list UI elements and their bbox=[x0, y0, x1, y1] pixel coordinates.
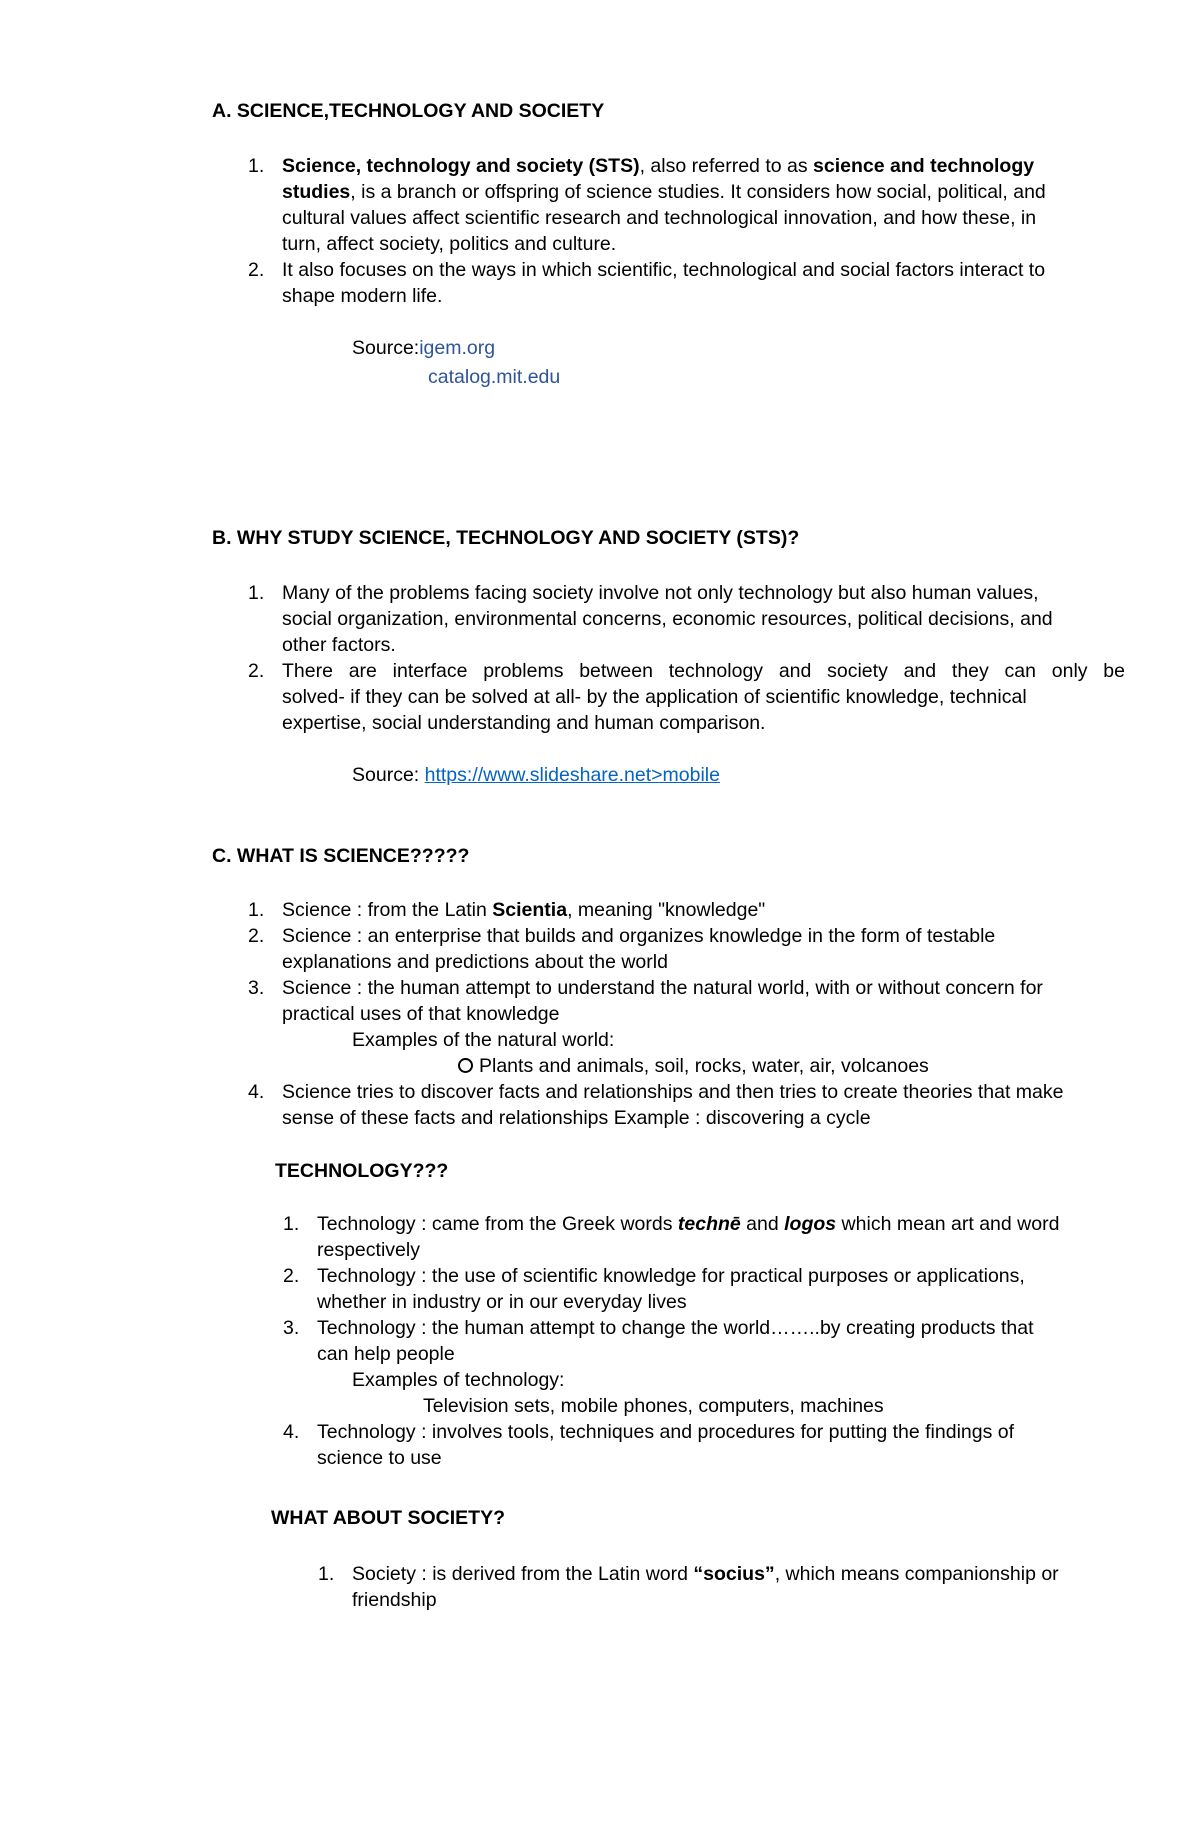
technology-item-4-line-1: Technology : involves tools, techniques and procedures for putting the findings of bbox=[317, 1421, 1015, 1443]
section-c-item-4-line-1: Science tries to discover facts and relationships and then tries to create theories that make bbox=[282, 1081, 1064, 1103]
section-a-item-1-line-4: turn, affect society, politics and culture. bbox=[282, 233, 617, 255]
section-b-item-2-number: 2. bbox=[248, 660, 265, 682]
technology-item-4-line-2: science to use bbox=[317, 1447, 442, 1469]
section-b-item-2-line-1: There are interface problems between technology and society and they can only be bbox=[282, 660, 1125, 682]
society-item-1-number: 1. bbox=[318, 1563, 335, 1585]
text-fragment: and bbox=[740, 1213, 785, 1235]
technology-item-4-number: 4. bbox=[283, 1421, 300, 1443]
term-techne: technē bbox=[677, 1213, 741, 1235]
section-c-item-4-line-2: sense of these facts and relationships Example : discovering a cycle bbox=[282, 1107, 871, 1129]
section-c-item-2-number: 2. bbox=[248, 925, 265, 947]
text-fragment: , is a branch or offspring of science studies. It considers how social, political, and bbox=[350, 181, 1046, 203]
section-a-item-1-number: 1. bbox=[248, 155, 265, 177]
term-studies: studies bbox=[282, 181, 351, 203]
text-fragment: Society : is derived from the Latin word bbox=[352, 1563, 694, 1585]
technology-item-1-line-2: respectively bbox=[317, 1239, 420, 1261]
text-fragment: Technology : came from the Greek words bbox=[317, 1213, 678, 1235]
source-label: Source: bbox=[352, 764, 425, 786]
text-fragment: , which means companionship or bbox=[774, 1563, 1059, 1585]
technology-item-2-line-1: Technology : the use of scientific knowledge for practical purposes or applications, bbox=[317, 1265, 1025, 1287]
technology-item-1-number: 1. bbox=[283, 1213, 300, 1235]
circle-bullet-icon bbox=[458, 1058, 473, 1073]
term-science-and-technology: science and technology bbox=[813, 155, 1035, 177]
term-socius: “socius” bbox=[693, 1563, 775, 1585]
technology-examples-label: Examples of technology: bbox=[352, 1369, 565, 1391]
source-igem: igem.org bbox=[419, 337, 496, 359]
section-a-item-2-line-2: shape modern life. bbox=[282, 285, 443, 307]
section-c-item-3-number: 3. bbox=[248, 977, 265, 999]
section-c-item-2-line-2: explanations and predictions about the world bbox=[282, 951, 668, 973]
section-b-item-1-line-3: other factors. bbox=[282, 634, 396, 656]
text-fragment: , also referred to as bbox=[639, 155, 814, 177]
society-item-1-line-2: friendship bbox=[352, 1589, 437, 1611]
technology-item-2-line-2: whether in industry or in our everyday lives bbox=[317, 1291, 687, 1313]
natural-world-examples bbox=[458, 1053, 929, 1079]
technology-title: TECHNOLOGY??? bbox=[275, 1160, 449, 1182]
section-c-item-3-line-2: practical uses of that knowledge bbox=[282, 1003, 560, 1025]
term-logos: logos bbox=[784, 1213, 837, 1235]
technology-item-3-line-1: Technology : the human attempt to change the world……..by creating products that bbox=[317, 1317, 1034, 1339]
section-b-source bbox=[352, 762, 720, 788]
section-b-item-2-line-3: expertise, social understanding and human comparison. bbox=[282, 712, 766, 734]
technology-item-3-number: 3. bbox=[283, 1317, 300, 1339]
section-a-item-2-number: 2. bbox=[248, 259, 265, 281]
source-slideshare-link[interactable]: https://www.slideshare.net>mobile bbox=[424, 764, 720, 786]
section-c-item-4-number: 4. bbox=[248, 1081, 265, 1103]
technology-examples: Television sets, mobile phones, computers, machines bbox=[423, 1395, 884, 1417]
society-item-1-line-1 bbox=[352, 1561, 1059, 1587]
examples-text: Plants and animals, soil, rocks, water, air, volcanoes bbox=[479, 1055, 929, 1077]
section-b-item-2-line-2: solved- if they can be solved at all- by the application of scientific knowledge, technical bbox=[282, 686, 1027, 708]
section-a-source bbox=[352, 335, 495, 361]
section-b-title: B. WHY STUDY SCIENCE, TECHNOLOGY AND SOCIETY (STS)? bbox=[212, 527, 800, 549]
section-c-item-1-number: 1. bbox=[248, 899, 265, 921]
section-b-item-1-number: 1. bbox=[248, 582, 265, 604]
technology-item-1-line-1 bbox=[317, 1211, 1059, 1237]
society-title: WHAT ABOUT SOCIETY? bbox=[271, 1507, 505, 1529]
section-b-item-1-line-2: social organization, environmental concerns, economic resources, political decisions, and bbox=[282, 608, 1053, 630]
section-c-item-1-line-1 bbox=[282, 897, 765, 923]
section-b-item-1-line-1: Many of the problems facing society involve not only technology but also human values, bbox=[282, 582, 1039, 604]
term-scientia: Scientia bbox=[492, 899, 568, 921]
section-a-item-2-line-1: It also focuses on the ways in which scientific, technological and social factors interact to bbox=[282, 259, 1046, 281]
technology-item-3-line-2: can help people bbox=[317, 1343, 455, 1365]
section-a-title: A. SCIENCE,TECHNOLOGY AND SOCIETY bbox=[212, 100, 605, 122]
section-c-item-3-line-1: Science : the human attempt to understand the natural world, with or without concern for bbox=[282, 977, 1043, 999]
section-a-item-1-line-1 bbox=[282, 153, 1125, 179]
source-label: Source: bbox=[352, 337, 420, 359]
section-c-title: C. WHAT IS SCIENCE????? bbox=[212, 845, 470, 867]
technology-item-2-number: 2. bbox=[283, 1265, 300, 1287]
section-a-item-1-line-3: cultural values affect scientific research and technological innovation, and how these, in bbox=[282, 207, 1037, 229]
natural-world-examples-label: Examples of the natural world: bbox=[352, 1029, 615, 1051]
text-fragment: Science : from the Latin bbox=[282, 899, 493, 921]
text-fragment: which mean art and word bbox=[836, 1213, 1060, 1235]
source-catalog-mit: catalog.mit.edu bbox=[428, 366, 561, 388]
text-fragment: , meaning "knowledge" bbox=[567, 899, 766, 921]
section-a-item-1-line-2 bbox=[282, 179, 1046, 205]
section-c-item-2-line-1: Science : an enterprise that builds and organizes knowledge in the form of testable bbox=[282, 925, 996, 947]
term-sts: Science, technology and society (STS) bbox=[282, 155, 640, 177]
